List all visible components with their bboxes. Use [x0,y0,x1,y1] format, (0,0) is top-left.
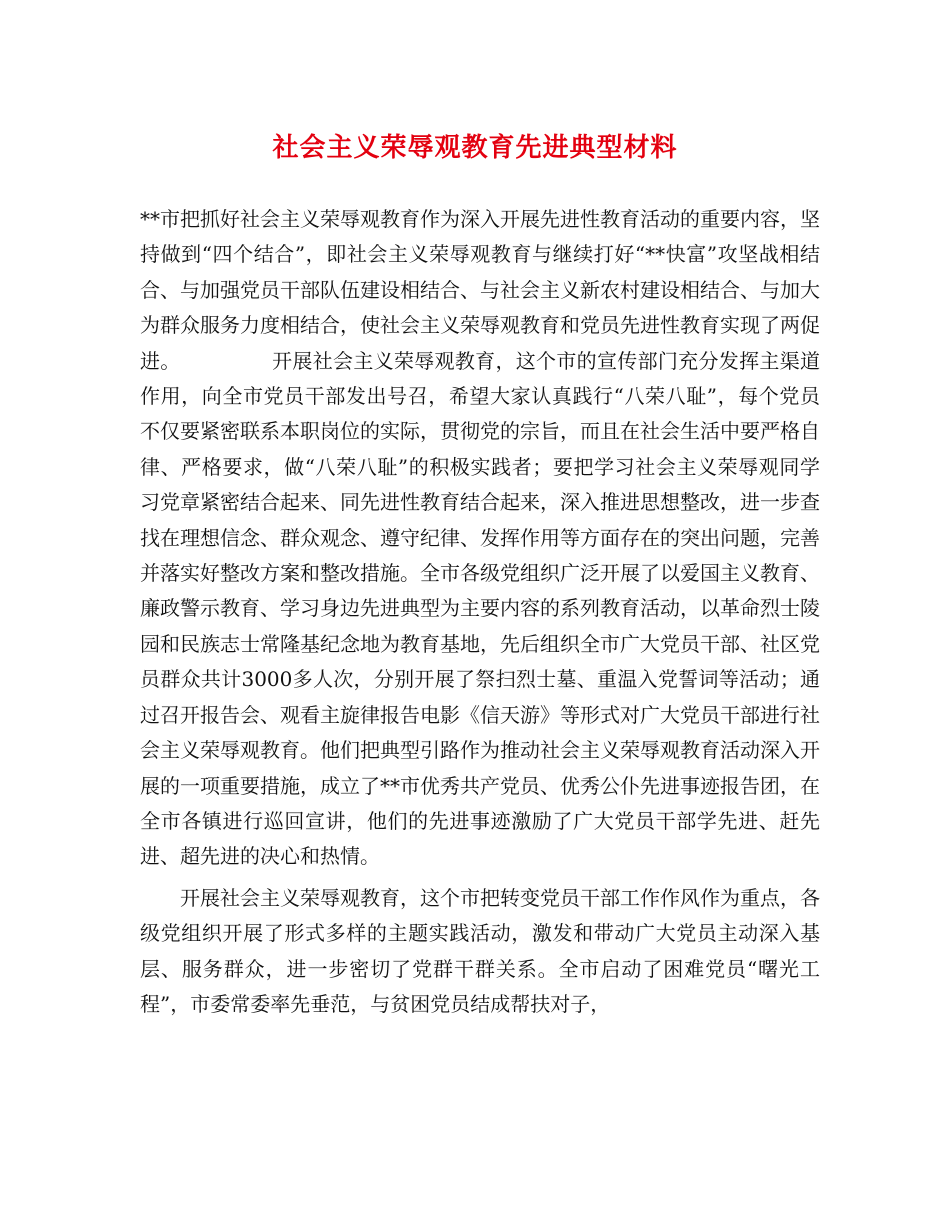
document-title: 社会主义荣辱观教育先进典型材料 [272,133,678,163]
document-body [140,202,820,1022]
body-paragraph-1: **市把抓好社会主义荣辱观教育作为深入开展先进性教育活动的重要内容，坚持做到“四个结合”，即社会主义荣辱观教育与继续打好“**快富”攻坚战相结合、与加强党员干部队伍建设相结合、与社会主义新农村建设相结合、与加大为群众服务力度相结合，使社会主义荣辱观教育和党员先进性教育实现了两促进。 开展社会主义荣辱观教育，这个市的宣传部门充分发挥主渠道作用，向全市党员干部发出号召，希望大家认真践行“八荣八耻”，每个党员不仅要紧密联系本职岗位的实际，贯彻党的宗旨，而且在社会生活中要严格自律、严格要求，做“八荣八耻”的积极实践者；要把学习社会主义荣辱观同学习党章紧密结合起来、同先进性教育结合起来，深入推进思想整改，进一步查找在理想信念、群众观念、遵守纪律、发挥作用等方面存在的突出问题，完善并落实好整改方案和整改措施。全市各级党组织广泛开展了以爱国主义教育、廉政警示教育、学习身边先进典型为主要内容的系列教育活动，以革命烈士陵园和民族志士常隆基纪念地为教育基地，先后组织全市广大党员干部、社区党员群众共计3000多人次，分别开展了祭扫烈士墓、重温入党誓词等活动；通过召开报告会、观看主旋律报告电影《信天游》等形式对广大党员干部进行社会主义荣辱观教育。他们把典型引路作为推动社会主义荣辱观教育活动深入开展的一项重要措施，成立了**市优秀共产党员、优秀公仆先进事迹报告团，在全市各镇进行巡回宣讲，他们的先进事迹激励了广大党员干部学先进、赶先进、超先进的决心和热情。 [140,207,820,869]
body-paragraph-2: 开展社会主义荣辱观教育，这个市把转变党员干部工作作风作为重点，各级党组织开展了形式多样的主题实践活动，激发和带动广大党员主动深入基层、服务群众，进一步密切了党群干群关系。全市启动了困难党员“曙光工程”，市委常委率先垂范，与贫困党员结成帮扶对子， [140,885,820,1016]
